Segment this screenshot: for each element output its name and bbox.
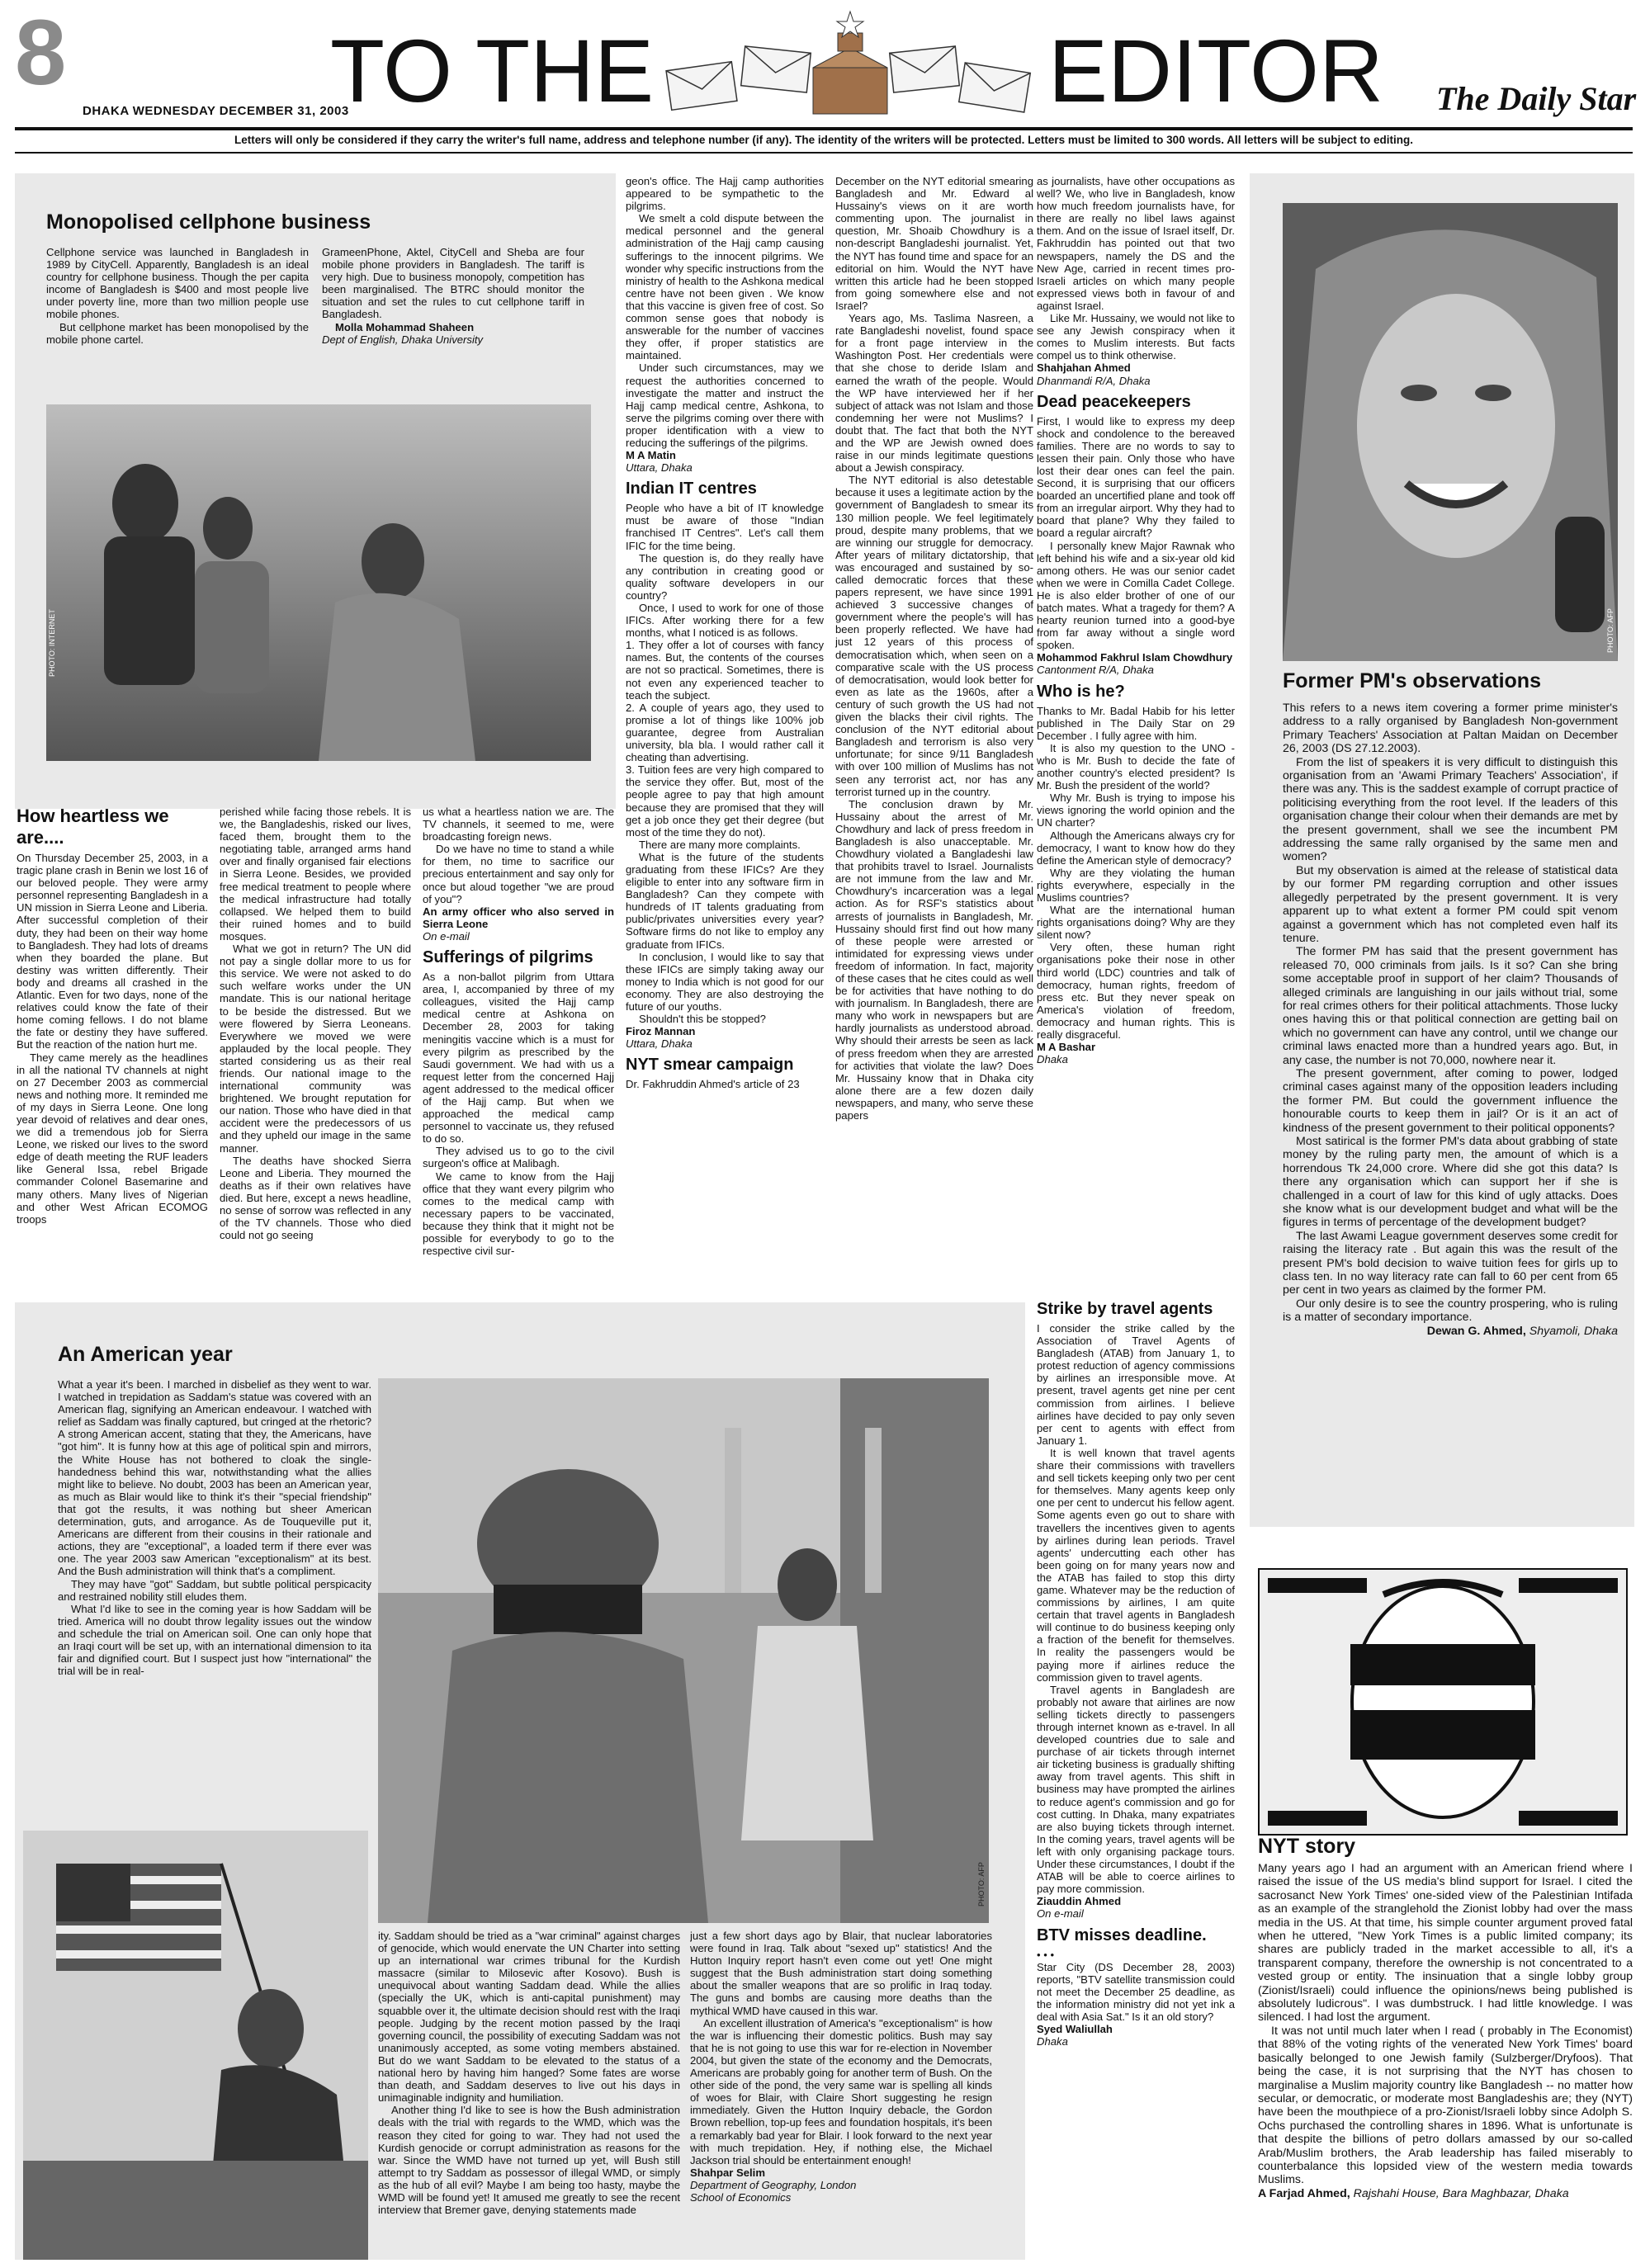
- title-left: TO THE: [330, 21, 655, 120]
- author-name: M A Matin: [626, 449, 676, 462]
- paragraph: They may have "got" Saddam, but subtle political perspicacity and restrained nobility still eludes them.: [58, 1577, 371, 1603]
- btv-headline: BTV misses deadline.: [1037, 1925, 1207, 1944]
- travel-agents-headline: Strike by travel agents: [1037, 1300, 1213, 1318]
- american-year-headline: An American year: [58, 1343, 233, 1366]
- cellphone-letter-box: [15, 173, 616, 809]
- paragraph: It is also my question to the UNO - who is Mr. Bush to decide the fate of another country's elected president? Is Mr. Bush the president of the world?: [1037, 741, 1235, 792]
- paragraph: Like Mr. Hussainy, we would not like to see any Jewish conspiracy when it comes to Muslim interests. But facts compel us to think otherwise.: [1037, 312, 1235, 362]
- author-name: Shahjahan Ahmed: [1037, 361, 1131, 375]
- pilgrims-headline: Sufferings of pilgrims: [423, 948, 593, 967]
- paragraph: We smelt a cold dispute between the medical personnel and the general administration of the Hajj camp causing sufferings to the innocent pilgrims. We wonder why specific instructions from the ministry of health to the Ashkona medical centre have not been given . We know that this vaccine is given free of cost. So common sense goes that nobody is answerable for the number of vaccines they offer, if proper statistics are maintained.: [626, 212, 824, 362]
- indian-it-headline: Indian IT centres: [626, 480, 757, 498]
- photo-credit: PHOTO: AFP: [977, 1862, 986, 1907]
- former-pm-photo: [1283, 203, 1618, 661]
- cartoon-art: [1260, 1570, 1626, 1834]
- heartless-col2: [220, 806, 411, 1297]
- paragraph: They advised us to go to the civil surgeon's office at Malibagh.: [423, 1145, 614, 1170]
- author-location: Dept of English, Dhaka University: [322, 333, 484, 346]
- heartless-col3: [423, 806, 614, 1297]
- paragraph: Travel agents in Bangladesh are probably not aware that airlines are now selling tickets directly to passengers through internet known as e-travel. In all developed countries due to sale and purchase of air tickets through internet air ticketing business is gradually shifting away from travel agents. This shift in business may have prompted the airlines to reduce agent's commission and go for cost cutting. In Dhaka, many expatriates are also buying tickets through internet. In the coming years, travel agents will be left with only organising package tours. Under these circumstances, I doubt if the ATAB will be able to coerce airlines to pay more commission.: [1037, 1683, 1235, 1896]
- paragraph: But cellphone market has been monopolised by the mobile phone cartel.: [46, 320, 309, 346]
- paragraph: The present government, after coming to power, lodged criminal cases against many of the opposition leaders including the former PM. But could the government influence the honourable courts to keep them in jail? Or is it an act of kindness of the present government to their political opponents?: [1283, 1066, 1618, 1135]
- paragraph: They came merely as the headlines in all the national TV channels at night on 27 December 2003 as commercial news and nothing more. It reminded me of my days in Sierra Leone. One long year devoid of relatives and dear ones, we did a tremendous job for Sierra Leone, we risked our lives to the sword edge of death meeting the RUF leaders like General Issa, rebel Brigade commander Colonel Basemarine and many others. Many lives of Nigerian and other West African ECOMOG troops: [17, 1051, 208, 1226]
- author-location: Dhaka: [1037, 2035, 1068, 2048]
- paragraph: The former PM has said that the present government has released 70, 000 criminals from jails. Is it so? Can she bring some acceptable proof in support of her claim? Thousands of alleged criminals are languishing in our jails without trial, some for real crimes others for their political attachments. Those lucky ones having this or that political connection are getting bail on which no government can have any control, until we change our criminal laws enacted more than a hundred years ago. But, in any case, the number is not 70,000, nowhere near it.: [1283, 945, 1618, 1067]
- photo-credit: PHOTO: INTERNET: [48, 609, 56, 677]
- flag-photo: [23, 1831, 368, 2260]
- author-name: M A Bashar: [1037, 1041, 1096, 1054]
- author-name: An army officer who also served in Sierra Leone: [423, 905, 614, 930]
- top-rule: [15, 127, 1633, 130]
- paragraph: Our only desire is to see the country prospering, who is ruling is a matter of secondary importance.: [1283, 1297, 1618, 1325]
- paragraph: There are many more complaints.: [639, 838, 801, 851]
- author-name: Shahpar Selim: [690, 2166, 765, 2179]
- brand-logo: The Daily Star: [1436, 80, 1637, 117]
- paragraph: This refers to a news item covering a former prime minister's address to a rally organised by Bangladesh Non-government Primary Teachers' Association at Paltan Maidan on December 26, 2003 (DS 27.12.2003).: [1283, 702, 1618, 756]
- portrait-art: [1283, 203, 1618, 661]
- american-year-col1-top: [58, 1378, 371, 1737]
- paragraph: I consider the strike called by the Association of Travel Agents of Bangladesh (ATAB) from January 1, to protest reduction of agency commissions by airlines an irresponsible move. At present, travel agents get nine per cent commission from airlines. I believe airlines have decided to pay only seven per cent to agents with effect from January 1.: [1037, 1322, 1235, 1447]
- paragraph: But my observation is aimed at the release of statistical data by our former PM regarding corruption and other issues allegedly perpetrated by the present government. It is very apparent up to what extent a former PM could spit venom against a government which has not completed even half its tenure.: [1283, 863, 1618, 945]
- paragraph: As a non-ballot pilgrim from Uttara area, I, accompanied by three of my colleagues, visited the Hajj camp medical centre at Ashkona on December 28, 2003 for taking meningitis vaccine which is a must for every pilgrim as prescribed by the Saudi government. We had with us a request letter from the concerned Hajj agent addressed to the medical officer of the Hajj camp. But when we approached the medical camp personnel to vaccinate us, they refused to do so.: [423, 971, 614, 1146]
- paragraph: It was not until much later when I read ( probably in The Economist) that 88% of the voting rights of the venerated New York Times' board basically belonged to one Jewish family (Sulzberger/Dryfoos). That being the case, it is not surprising that the NYT has chosen to marginalise a Muslim majority country like Bangladesh -- no matter how secular, or democratic, or moderate most Bangladeshis are; they (NYT) have been the mouthpiece of a pro-Zionist/Israeli lobby since Adolph S. Ochs purchased the controlling shares in 1896. What is unfortunate is that despite the billions of petro dollars amassed by our so-called Arab/Muslim brothers, the Arab leadership has failed miserably to counterbalance this lopsided view of the western media towards Muslims.: [1258, 2024, 1633, 2187]
- paragraph: December on the NYT editorial smearing Bangladesh and Mr. Edward al Hussainy's views on it are worth commenting upon. The journalist in question, Mr. Shoaib Chowdhury is a non-descript Bangladeshi journalist. Yet, the NYT has found time and space for an editorial on him. Would the NYT have written this article had he been stopped from going somewhere else and not Israel?: [835, 175, 1033, 312]
- flag-photo-art: [23, 1831, 368, 2260]
- paragraph: The deaths have shocked Sierra Leone and Liberia. They mourned the deaths as if their own relatives have died. But here, except a news headline, no sense of sorrow was reflected in any of the TV channels. Those who died could not go seeing: [220, 1154, 411, 1242]
- column-5: [835, 175, 1033, 1297]
- masthead: [0, 0, 1650, 146]
- paragraph: 2. A couple of years ago, they used to promise a lot of things like 100% job guarantee, degree from Australian university, bla bla. I would rather call it cheating than advertising.: [626, 701, 824, 764]
- paragraph: perished while facing those rebels. It is we, the Bangladeshis, risked our lives, faced them, brought them to the negotiating table, arranged arms hand over and finally organised fair elections in Sierra Leone. Besides, we provided free medical treatment to people where the medical infrastructure had totally collapsed. We helped them to build their ruined homes and to build mosques.: [220, 806, 411, 943]
- author-location: Cantonment R/A, Dhaka: [1037, 664, 1154, 677]
- author-name: Mohammod Fakhrul Islam Chowdhury: [1037, 651, 1233, 664]
- paragraph: 1. They offer a lot of courses with fancy names. But, the contents of the courses are not so practical. Sometimes, there is not even any experienced teacher to teach the subject.: [626, 639, 824, 702]
- photo-credit: PHOTO: AFP: [1606, 608, 1615, 653]
- author-location: Uttara, Dhaka: [626, 1037, 693, 1051]
- envelopes-illustration: [652, 8, 1040, 124]
- author-name: Syed Waliullah: [1037, 2023, 1113, 2036]
- soldier-photo-art: [378, 1378, 989, 1923]
- paragraph: The last Awami League government deserves some credit for raising the literacy rate . But again this was the result of the present PM's bold decision to waive tuition fees for girls up to class ten. In no way literacy rate can fall to 60 per cent from 65 per cent in two years as claimed by the former PM.: [1283, 1229, 1618, 1297]
- paragraph: Why Mr. Bush is trying to impose his views ignoring the world opinion and the UN charter?: [1037, 791, 1235, 829]
- paragraph: Years ago, Ms. Taslima Nasreen, a rate Bangladeshi novelist, found space for a front page interview in the Washington Post. Her credentials were that she chose to deride Islam and earned the wrath of the people. Would the WP have interviewed her if her subject of attack was not Islam and those condemning her were not Muslims? I doubt that. The fact that both the NYT and the WP are Jewish owned does raise in our minds legitimate questions about a Jewish conspiracy.: [835, 312, 1033, 475]
- american-year-col3: [690, 1930, 992, 2256]
- paragraph: just a few short days ago by Blair, that nuclear laboratories were found in Iraq. Talk about "sexed up" statistics! And the Hutton Inquiry report hasn't even come out yet! One might suggest that the Bush administration start doing something about the smaller weapons that are so prolific in Iraq today. The guns and bombs are causing more deaths than the mythical WMD have caused in this war.: [690, 1930, 992, 2017]
- paragraph: as journalists, have other occupations as well? We, who live in Bangladesh, know how much freedom journalists have, for there are really no libel laws against them. And on the issue of Israel itself, Dr. Fakhruddin has pointed out that two newspapers, namely the DS and the New Age, carried in recent times pro-Israeli articles on which many people expressed views both in favour of and against Israel.: [1037, 175, 1235, 312]
- author-location: Rajshahi House, Bara Maghbazar, Dhaka: [1353, 2186, 1569, 2200]
- nyt-story: [1258, 1834, 1633, 2263]
- children-photo: [46, 404, 591, 761]
- column-6: [1037, 175, 1235, 1291]
- paragraph: Dr. Fakhruddin Ahmed's article of 23: [626, 1078, 800, 1091]
- paragraph: us what a heartless nation we are. The TV channels, it seemed to me, were broadcasting foreign news.: [423, 806, 614, 843]
- nyt-story-headline: NYT story: [1258, 1835, 1356, 1858]
- paragraph: What we got in return? The UN did not pay a single dollar more to us for this service. We were not asked to do such welfare works under the UN mandate. This is our national heritage to be beside the distressed. But we were flowered by Sierra Leoneans. Everywhere we moved we were applauded by the local people. They started considering us as their real friends. Our national image to the international community was brightened. We brought reputation for our nation. Those who have died in that accident were the predecessors of us and they upheld our image in the same manner.: [220, 943, 411, 1155]
- heartless-col1: [17, 852, 208, 1297]
- children-photo-art: [46, 404, 591, 761]
- paragraph: We came to know from the Hajj office that they want every pilgrim who comes to the medical camp with necessary papers to be vaccinated, because they think that it might not be possible for everybody to go to the respective civil sur-: [423, 1169, 614, 1258]
- cellphone-col2: [322, 246, 584, 386]
- who-is-he-headline: Who is he?: [1037, 682, 1125, 701]
- censorship-cartoon: [1258, 1568, 1628, 1836]
- column-4: [626, 175, 824, 1297]
- paragraph: What is the future of the students graduating from these IFICs? Are they eligible to enter into any software firm in Bangladesh? Can they compete with hundreds of IT talents graduating from public/privates universities every year? Software firms do not like to employ any graduate from IFICs.: [626, 850, 824, 951]
- paragraph: The question is, do they really have any contribution in creating good or quality software developers in our country?: [626, 551, 824, 602]
- letters-notice: Letters will only be considered if they carry the writer's full name, address and telephone number (if any). The identity of the writers will be protected. Letters must be limited to 300 words. All letters will be subject to editing.: [234, 134, 1413, 146]
- paragraph: An excellent illustration of America's "exceptionalism" is how the war is influencing their domestic politics. Bush may say that he is not going to use this war for re-election in November 2004, but given the state of the economy and the Democrats, Americans are probably going for another term of Bush. On the other side of the pond, the very same war is spelling all kinds of woes for Blair, with Claire Short suggesting he resign immediately. Given the Hutton Inquiry debacle, the Gordon Brown rebellion, top-up fees and foundation hospitals, it's been a remarkably bad year for Blair. I look forward to the next year with much trepidation. Hey, if nothing else, the Michael Jackson trial should be entertainment enough!: [690, 2016, 992, 2166]
- american-year-col2: [378, 1930, 680, 2256]
- author-location: On e-mail: [1037, 1907, 1084, 1921]
- paragraph: On Thursday December 25, 2003, in a tragic plane crash in Benin we lost 16 of our beloved people. They were army personnel representing Bangladesh in a UN mission in Sierra Leone and Liberia. After successful completion of their duty, they had been on their way home to Bangladesh. They had lots of dreams when they boarded the plane. But destiny was written differently. Their body and dreams all crashed in the Atlantic. Even for two days, none of the relatives could know the fate of their home coming fellows. I do not blame the fate or destiny they have suffered. But the reaction of the nation hurt me.: [17, 852, 208, 1051]
- paragraph: In conclusion, I would like to say that these IFICs are simply taking away our money to India which is not good for our economy. They are also destroying the future of our youths.: [626, 950, 824, 1013]
- paragraph: Shouldn't this be stopped?: [639, 1013, 766, 1026]
- paragraph: Many years ago I had an argument with an American friend where I raised the issue of the US media's blind support for Israel. I cited the sacrosanct New York Times' one-sided view of the Palestinian Intifada as an example of the stranglehold the Zionist lobby had over the mass media in the US. At that time, his simple counter argument proved fatal when he uttered, "New York Times is a public limited company; its shares are publicly traded in the market accessible to all, it's a transparent company, therefore the ownership is not concentrated to a vested group or entity. The insinuation that a single lobby group (Zionist/Israeli) could influence the opinions/news being published is absolutely ludicrous". I was dumbstruck. I had little knowledge. I was silenced. I had lost the argument.: [1258, 1862, 1633, 2025]
- paragraph: First, I would like to express my deep shock and condolence to the bereaved families. There are no words to say to lessen their pain. Only those who have lost their dear ones can feel the pain. Second, it is surprising that our officers boarded an uncertified plane and took off from an irregular airport. Why they had to board that plane? Why they failed to board a regular aircraft?: [1037, 414, 1235, 540]
- american-year-box: [15, 1302, 1025, 2260]
- column-6-lower: [1037, 1294, 1235, 2260]
- soldier-photo: [378, 1378, 989, 1923]
- author-name: Firoz Mannan: [626, 1025, 696, 1038]
- paragraph: geon's office. The Hajj camp authorities appeared to be sympathetic to the pilgrims.: [626, 175, 824, 213]
- paragraph: I personally knew Major Rawnak who left behind his wife and a six-year old kid among others. He was our senior cadet when we were in Comilla Cadet College. He is also elder brother of one of our batch mates. What a tragedy for them? A hearty reunion turned into a good-bye from far away without a single word spoken.: [1037, 539, 1235, 652]
- paragraph: From the list of speakers it is very difficult to distinguish this organisation from an 'Awami Primary Teachers' Association', if there was any. This is the saddest example of corrupt practice of politicising everything from the root level. If the leaders of this organisation change their colour when their demands are met by the present government, shall we see the incumbent PM addressing the same rally organised by the same men and women?: [1283, 755, 1618, 864]
- cellphone-col1: [46, 246, 309, 386]
- author-location: Shyamoli, Dhaka: [1529, 1324, 1618, 1338]
- author-location: On e-mail: [423, 929, 470, 943]
- paragraph: Very often, these human right organisations poke their nose in other third world (LDC) countries and talk of democracy, human rights, freedom of press etc. But they never speak on America's violation of freedom, democracy and human rights. This is really disgraceful.: [1037, 941, 1235, 1041]
- page-number: 8: [15, 1, 67, 104]
- separator-dots: • • •: [1037, 1948, 1055, 1961]
- former-pm-text: [1283, 669, 1618, 1519]
- notice-rule: [15, 152, 1633, 154]
- paragraph: It is well known that travel agents share their commissions with travellers and sell tickets keeping only two per cent for themselves. Many agents keep only one per cent to undercut his fellow agent. Some agents even go out to share with travellers the incentives given to agents by airlines during lean periods. Travel agents' undercutting each other has been going on for many years now and the ATAB has failed to stop this dirty game. Whatever may be the reduction of commissions by airlines, I am quite certain that travel agents in Bangladesh will continue to do business keeping only a fraction of the benefit for themselves. In reality the passengers would be paying more if airlines reduce the commission given to travel agents.: [1037, 1446, 1235, 1684]
- paragraph: GrameenPhone, Aktel, CityCell and Sheba are four mobile phone providers in Bangladesh. The tariff is very high. Due to business monopoly, competition has been marginalised. The BTRC should monitor the situation and set the rules to cut cellphone tariff in Bangladesh.: [322, 246, 584, 321]
- paragraph: The conclusion drawn by Mr. Hussainy about the arrest of Mr. Chowdhury and lack of press freedom in Bangladesh is also unacceptable. Mr. Chowdhury violated a Bangladeshi law that prohibits travel to Israel. Journalists are not immune from the law and Mr. Chowdhury's incarceration was a legal action. As for RSF's statistics about arrests of journalists in Bangladesh, Mr. Hussainy should first find out how many of these people were arrested or intimidated for expressing views under freedom of information. In fact, majority of these cases that he cites could as well be for activities that have nothing to do with journalism. In Bangladesh, there are many who work in newspapers but are hardly journalists as understood abroad. Why should their arrests be seen as lack of press freedom when they are arrested for activities that violate the law? Does Mr. Hussainy know that in Dhaka city alone there are a few dozen daily newspapers, and many, who serve these papers: [835, 797, 1033, 1122]
- paragraph: Most satirical is the former PM's data about grabbing of state money by the ruling party men, the amount of which is a horrendous Tk 24,000 crore. Where did she got this data? Is there any organisation which can support her if she is challenged in a court of law for this kind of ugly attacks. Does she know what is our development budget and what will be the figures in terms of percentage of the development budget?: [1283, 1135, 1618, 1230]
- paragraph: Another thing I'd like to see is how the Bush administration deals with the trial with regards to the WMD, which was the reason they cited for going to war. They had not used the Kurdish genocide or corrupt administration as reasons for the war. Since the WMD have not turned up yet, will Bush still attempt to try Saddam as possessor of illegal WMD, or simply as the hub of all evil? Maybe I am being too hasty, maybe the WMD will be found yet! It amused me greatly to see the recent interview that Bremer gave, denying statements made: [378, 2104, 680, 2217]
- author-name: Dewan G. Ahmed,: [1426, 1324, 1526, 1338]
- former-pm-box: [1250, 173, 1634, 1527]
- paragraph: 3. Tuition fees are very high compared to the service they offer. But, most of the people agree to pay that high amount because they are promised that they will get a job once they get their degree (but most of the time they do not).: [626, 763, 824, 839]
- paragraph: Thanks to Mr. Badal Habib for his letter published in The Daily Star on 29 December . I fully agree with him.: [1037, 704, 1235, 742]
- paragraph: What a year it's been. I marched in disbelief as they went to war. I watched in trepidation as Saddam's statue was covered with an American flag, signifying an American endeavour. I watched with relief as Saddam was finally captured, but cringed at the rhetoric? A strong American accent, stating that they, the Americans, have "got him". It is funny how at this age of political spin and mirrors, the White House has not bothered to cloak the single-handedness behind this war, notwithstanding what the allies might like to believe. No doubt, 2003 has been an American year, as much as Blair would like to think it's their "special friendship" that got the results, it was nothing but sheer American determination, guts, and arrogance. As de Touqueville put it, Americans are different from their cousins in their rationale and actions, they are "exceptional", a loaded term if there ever was one. The year 2003 saw American "exceptionalism" at its best. And the Bush administration will think that's a compliment.: [58, 1378, 371, 1578]
- heartless-title: How heartless we are....: [17, 806, 169, 848]
- paragraph: The NYT editorial is also detestable because it uses a legitimate action by the government of Bangladesh to smear its 130 million people. We feel legitimately proud, despite many problems, that we are winning our struggle for democracy. After years of military dictatorship, that was encouraged and sustained by so-called democratic forces that these papers represent, we have since 1991 achieved 3 successive changes of government where the people's will has been properly reflected. We have had just 12 years of this process of democratisation which, when seen on a comparative scale with the US process of democratisation, would look better for even as late as the 1960s, after a century of such growth the US had not given the blacks their civil rights. The conclusion of the NYT editorial about Bangladesh and terrorism is also very unfortunate; for since 9/11 Bangladesh with over 100 million of Muslims has not seen any terrorist act, nor has any terrorist turned up in the country.: [835, 474, 1033, 798]
- paragraph: Cellphone service was launched in Bangladesh in 1989 by CityCell. Apparently, Bangladesh is an ideal country for cellphone business. Though the per capita income of Bangladesh is $400 and most people live under poverty line, more than two million people use mobile phones.: [46, 246, 309, 321]
- paragraph: Under such circumstances, may we request the authorities concerned to investigate the matter and instruct the Hajj camp medical centre, Ashkona, to serve the pilgrims coming over there with proper identification with a view to reducing the sufferings of the pilgrims.: [626, 361, 824, 449]
- author-location: Department of Geography, London: [690, 2178, 857, 2191]
- dateline: DHAKA WEDNESDAY DECEMBER 31, 2003: [83, 104, 349, 118]
- paragraph: People who have a bit of IT knowledge must be aware of those "Indian franchised IT Centres". Let's call them IFIC for the time being.: [626, 502, 824, 552]
- author-name: Ziauddin Ahmed: [1037, 1895, 1122, 1908]
- author-location: School of Economics: [690, 2190, 792, 2204]
- paragraph: ity. Saddam should be tried as a "war criminal" against charges of genocide, which would enervate the UN Charter into setting up an international war crimes tribunal for the Kurdish massacre (similar to Milosevic after Kosovo). Bush is unequivocal about wanting Saddam dead. While the allies (specially the UK, which is anti-capital punishment) may squabble over it, the ultimate decision should rest with the Iraqi people. Judging by the recent motion passed by the Iraqi governing council, the possibility of executing Saddam was not unanimously accepted, as some voting members abstained. But do we want Saddam to be elevated to the status of a national hero by having him hanged? Some fates are worse than death, and Saddam deserves to live out his days in unimaginable indignity and humiliation.: [378, 1930, 680, 2105]
- author-location: Dhanmandi R/A, Dhaka: [1037, 374, 1151, 387]
- nyt-smear-headline: NYT smear campaign: [626, 1056, 794, 1075]
- peacekeepers-headline: Dead peacekeepers: [1037, 392, 1191, 411]
- paragraph: What are the international human rights organisations doing? Why are they silent now?: [1037, 904, 1235, 942]
- paragraph: Why are they violating the human rights everywhere, especially in the Muslims countries?: [1037, 866, 1235, 904]
- author-location: Uttara, Dhaka: [626, 461, 693, 475]
- author-name: A Farjad Ahmed,: [1258, 2186, 1350, 2200]
- author-name: Molla Mohammad Shaheen: [335, 320, 475, 333]
- title-right: EDITOR: [1048, 21, 1384, 120]
- paragraph: Once, I used to work for one of those IFICs. After working there for a few months, what I noticed is as follows.: [626, 602, 824, 640]
- paragraph: What I'd like to see in the coming year is how Saddam will be tried. America will no doubt throw legality issues out the window and schedule the trial on American soil. One can only hope that an Iraqi court will be set up, with an international dimension to ita fair and dignified court. But I suspect just how "international" the trial will be in real-: [58, 1602, 371, 1678]
- paragraph: Although the Americans always cry for democracy, I want to know how do they define the American style of democracy?: [1037, 829, 1235, 867]
- former-pm-headline: Former PM's observations: [1283, 669, 1541, 692]
- heartless-headline: [17, 806, 206, 848]
- cellphone-headline: Monopolised cellphone business: [46, 210, 371, 234]
- author-location: Dhaka: [1037, 1053, 1068, 1066]
- paragraph: Do we have no time to stand a while for them, no time to sacrifice our precious entertainment and say only for once but aloud together "we are proud of you"?: [423, 843, 614, 905]
- paragraph: Star City (DS December 28, 2003) reports, "BTV satellite transmission could not meet the December 25 deadline, as the information ministry did not yet ink a deal with Asia Sat." Is it an old story?: [1037, 1960, 1235, 2023]
